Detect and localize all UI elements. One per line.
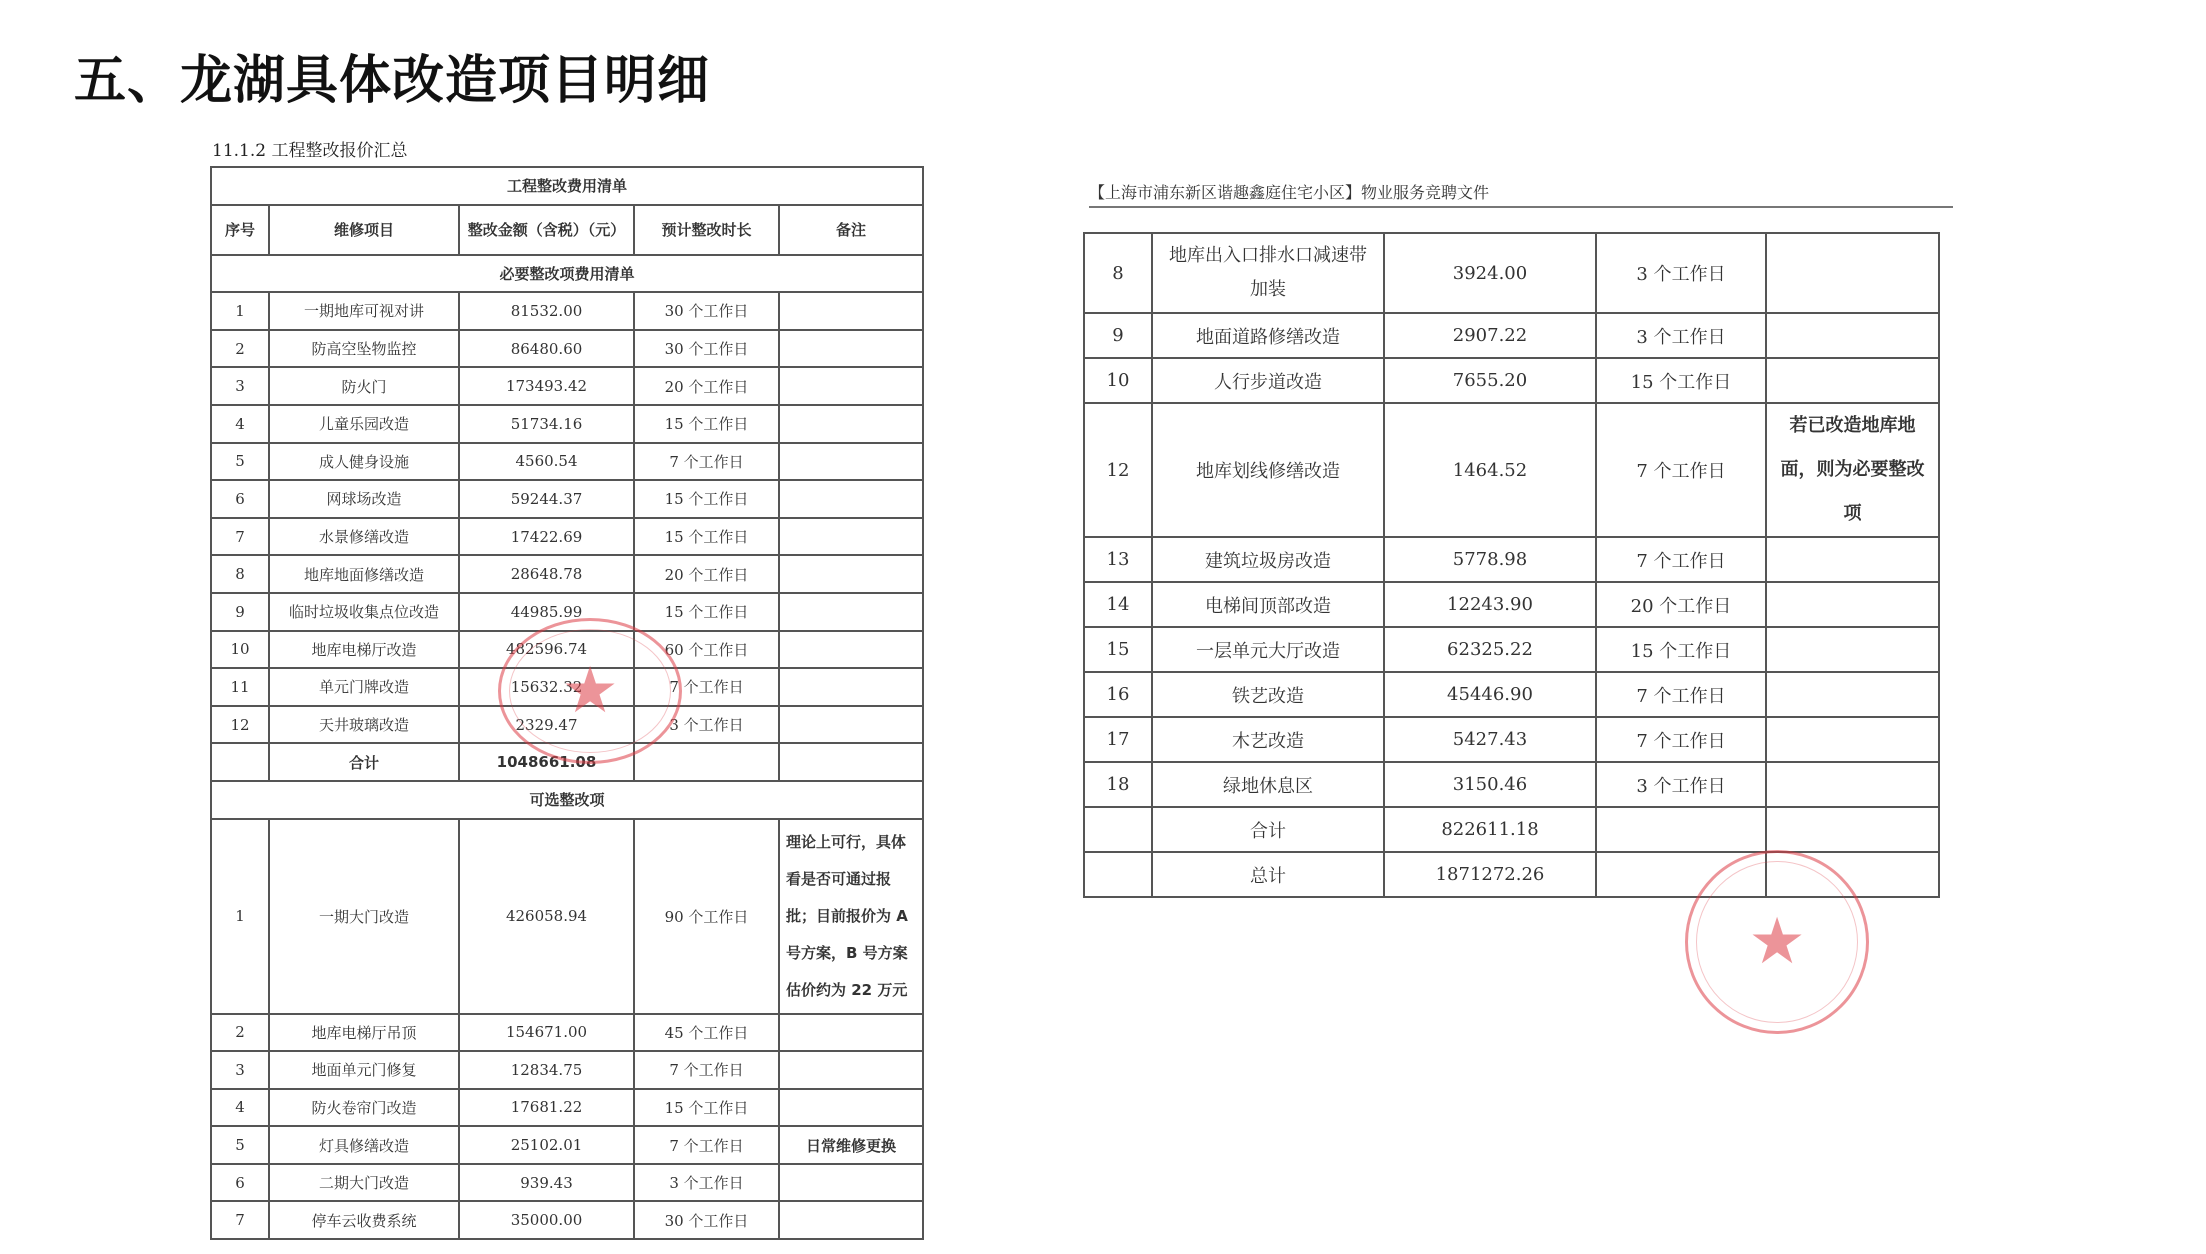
table-row: [211, 1014, 923, 1052]
row-note: [779, 668, 923, 706]
row-duration: 20 个工作日: [1596, 582, 1766, 627]
row-duration: 30 个工作日: [634, 292, 779, 330]
note-line: 号方案，B 号方案: [786, 943, 908, 962]
row-duration: 7 个工作日: [1596, 717, 1766, 762]
row-duration: 15 个工作日: [1596, 358, 1766, 403]
row-note: [1766, 403, 1939, 537]
row-item: 地库出入口排水口减速带加装: [1152, 233, 1384, 313]
column-header: 维修项目: [269, 205, 459, 255]
row-note: [779, 367, 923, 405]
row-item: 地库电梯厅改造: [269, 631, 459, 669]
row-duration: 20 个工作日: [634, 555, 779, 593]
row-item: 临时垃圾收集点位改造: [269, 593, 459, 631]
row-item: 一期大门改造: [269, 819, 459, 1014]
row-item: 木艺改造: [1152, 717, 1384, 762]
row-amount: 426058.94: [459, 819, 634, 1014]
row-no: 4: [211, 405, 269, 443]
row-note: [779, 518, 923, 556]
table-title: 工程整改费用清单: [211, 167, 923, 205]
row-amount: 59244.37: [459, 480, 634, 518]
row-note: [779, 631, 923, 669]
row-duration: 60 个工作日: [634, 631, 779, 669]
row-note: [779, 1051, 923, 1089]
note-line: 估价约为 22 万元: [786, 980, 908, 999]
left-caption: 11.1.2 工程整改报价汇总: [212, 141, 408, 161]
row-duration: 20 个工作日: [634, 367, 779, 405]
row-amount: 62325.22: [1384, 627, 1596, 672]
row-duration: 15 个工作日: [634, 480, 779, 518]
column-header: 序号: [211, 205, 269, 255]
left-document: [200, 130, 930, 1240]
row-duration: 7 个工作日: [634, 443, 779, 481]
row-no: 2: [211, 330, 269, 368]
table-row: [211, 330, 923, 368]
row-amount: 3150.46: [1384, 762, 1596, 807]
row-item: 地库划线修缮改造: [1152, 403, 1384, 537]
row-duration: 7 个工作日: [634, 1051, 779, 1089]
row-no: 5: [211, 1126, 269, 1164]
row-amount: 154671.00: [459, 1014, 634, 1052]
empty-cell: [1084, 807, 1152, 852]
row-duration: 30 个工作日: [634, 1201, 779, 1239]
row-no: 10: [211, 631, 269, 669]
row-note: [779, 706, 923, 744]
row-no: 17: [1084, 717, 1152, 762]
row-note: [779, 405, 923, 443]
row-note: [779, 819, 923, 1014]
row-item: 网球场改造: [269, 480, 459, 518]
row-no: 4: [211, 1089, 269, 1127]
table-row: [1084, 537, 1939, 582]
table-row: [211, 1164, 923, 1202]
row-note: [1766, 233, 1939, 313]
row-no: 3: [211, 1051, 269, 1089]
table-row: [211, 405, 923, 443]
row-item: 铁艺改造: [1152, 672, 1384, 717]
row-amount: 35000.00: [459, 1201, 634, 1239]
section-optional-label: 可选整改项: [211, 781, 923, 819]
row-no: 5: [211, 443, 269, 481]
row-no: 12: [211, 706, 269, 744]
table-row: [1084, 627, 1939, 672]
grand-total-value: 1871272.26: [1384, 852, 1596, 897]
subtotal-value: 822611.18: [1384, 807, 1596, 852]
empty-cell: [1766, 807, 1939, 852]
row-amount: 44985.99: [459, 593, 634, 631]
row-no: 14: [1084, 582, 1152, 627]
right-document: [1075, 170, 1955, 979]
row-item: 儿童乐园改造: [269, 405, 459, 443]
row-amount: 25102.01: [459, 1126, 634, 1164]
row-no: 1: [211, 292, 269, 330]
note-line: 理论上可行，具体: [786, 832, 907, 851]
row-note: [1766, 582, 1939, 627]
row-no: 10: [1084, 358, 1152, 403]
row-amount: 17422.69: [459, 518, 634, 556]
table-row: [211, 367, 923, 405]
row-note: [779, 555, 923, 593]
row-note: [1766, 672, 1939, 717]
empty-cell: [779, 743, 923, 781]
row-duration: 3 个工作日: [1596, 313, 1766, 358]
note-line: 看是否可通过报: [786, 869, 892, 888]
row-duration: 3 个工作日: [1596, 762, 1766, 807]
row-item: 水景修缮改造: [269, 518, 459, 556]
row-item: 成人健身设施: [269, 443, 459, 481]
table-row: [1084, 313, 1939, 358]
left-cost-table: [210, 166, 924, 1240]
right-cost-table: [1083, 232, 1940, 898]
row-item: 二期大门改造: [269, 1164, 459, 1202]
row-duration: 15 个工作日: [634, 518, 779, 556]
table-row: [211, 1126, 923, 1164]
row-item: 地面单元门修复: [269, 1051, 459, 1089]
row-duration: 3 个工作日: [634, 1164, 779, 1202]
row-no: 13: [1084, 537, 1152, 582]
table-row: [211, 480, 923, 518]
table-row: [211, 593, 923, 631]
star-icon: ★: [561, 654, 619, 728]
row-note: 日常维修更换: [779, 1126, 923, 1164]
row-duration: 15 个工作日: [1596, 627, 1766, 672]
empty-cell: [1084, 852, 1152, 897]
row-note: [779, 593, 923, 631]
row-no: 7: [211, 518, 269, 556]
row-no: 6: [211, 1164, 269, 1202]
table-row: [211, 292, 923, 330]
table-row: [1084, 358, 1939, 403]
row-amount: 86480.60: [459, 330, 634, 368]
row-no: 2: [211, 1014, 269, 1052]
empty-cell: [1596, 852, 1766, 897]
column-header: 整改金额（含税）（元）: [459, 205, 634, 255]
table-row: [1084, 403, 1939, 537]
row-no: 9: [211, 593, 269, 631]
row-no: 7: [211, 1201, 269, 1239]
table-row: [211, 555, 923, 593]
row-note: [779, 1164, 923, 1202]
row-duration: 7 个工作日: [1596, 403, 1766, 537]
row-note: [1766, 537, 1939, 582]
row-duration: 30 个工作日: [634, 330, 779, 368]
table-row: [211, 1051, 923, 1089]
row-duration: 15 个工作日: [634, 593, 779, 631]
row-note: [1766, 762, 1939, 807]
table-row: [1084, 717, 1939, 762]
row-amount: 5427.43: [1384, 717, 1596, 762]
row-no: 6: [211, 480, 269, 518]
table-header-row: [211, 205, 923, 255]
row-note: [1766, 627, 1939, 672]
table-row: [211, 518, 923, 556]
slide-title: 五、龙湖具体改造项目明细: [74, 51, 711, 111]
row-amount: 15632.32: [459, 668, 634, 706]
row-no: 18: [1084, 762, 1152, 807]
note-line: 批；目前报价为 A: [786, 906, 908, 925]
row-duration: 15 个工作日: [634, 1089, 779, 1127]
row-item: 电梯间顶部改造: [1152, 582, 1384, 627]
table-row: [211, 819, 923, 1014]
row-note: [1766, 313, 1939, 358]
row-duration: 7 个工作日: [1596, 537, 1766, 582]
row-amount: 12834.75: [459, 1051, 634, 1089]
row-item: 地库电梯厅吊顶: [269, 1014, 459, 1052]
row-note: [779, 1201, 923, 1239]
table-row: [211, 1089, 923, 1127]
row-item: 灯具修缮改造: [269, 1126, 459, 1164]
row-amount: 51734.16: [459, 405, 634, 443]
row-item: 单元门牌改造: [269, 668, 459, 706]
row-item: 人行步道改造: [1152, 358, 1384, 403]
row-duration: 45 个工作日: [634, 1014, 779, 1052]
row-amount: 173493.42: [459, 367, 634, 405]
row-amount: 7655.20: [1384, 358, 1596, 403]
row-amount: 45446.90: [1384, 672, 1596, 717]
row-amount: 939.43: [459, 1164, 634, 1202]
row-item: 停车云收费系统: [269, 1201, 459, 1239]
row-note: [779, 480, 923, 518]
table-row: [1084, 672, 1939, 717]
table-row: [211, 668, 923, 706]
table-row: [1084, 762, 1939, 807]
note-line: 项: [1843, 503, 1862, 524]
row-no: 15: [1084, 627, 1152, 672]
row-item: 绿地休息区: [1152, 762, 1384, 807]
row-no: 8: [1084, 233, 1152, 313]
row-no: 3: [211, 367, 269, 405]
row-amount: 3924.00: [1384, 233, 1596, 313]
table-row: [211, 1201, 923, 1239]
row-item: 建筑垃圾房改造: [1152, 537, 1384, 582]
row-duration: 7 个工作日: [634, 1126, 779, 1164]
row-no: 9: [1084, 313, 1152, 358]
table-row: [211, 706, 923, 744]
row-no: 16: [1084, 672, 1152, 717]
row-duration: 7 个工作日: [1596, 672, 1766, 717]
required-total-value: 1048661.08: [459, 743, 634, 781]
row-item: 防高空坠物监控: [269, 330, 459, 368]
empty-cell: [634, 743, 779, 781]
note-line: 若已改造地库地: [1789, 415, 1916, 436]
right-header: 【上海市浦东新区谐趣鑫庭住宅小区】物业服务竞聘文件: [1089, 183, 1490, 202]
column-header: 备注: [779, 205, 923, 255]
row-note: [779, 1089, 923, 1127]
row-no: 11: [211, 668, 269, 706]
empty-cell: [211, 743, 269, 781]
empty-cell: [1766, 852, 1939, 897]
row-item: 防火门: [269, 367, 459, 405]
row-item: 一期地库可视对讲: [269, 292, 459, 330]
row-note: [779, 330, 923, 368]
row-amount: 28648.78: [459, 555, 634, 593]
row-item: 天井玻璃改造: [269, 706, 459, 744]
table-row: [1084, 233, 1939, 313]
note-line: 面，则为必要整改: [1780, 459, 1925, 480]
row-duration: 3 个工作日: [634, 706, 779, 744]
row-amount: 1464.52: [1384, 403, 1596, 537]
row-note: [779, 443, 923, 481]
row-item: 地面道路修缮改造: [1152, 313, 1384, 358]
row-item: 一层单元大厅改造: [1152, 627, 1384, 672]
table-row: [1084, 582, 1939, 627]
row-item: 防火卷帘门改造: [269, 1089, 459, 1127]
header-divider: [1089, 206, 1953, 208]
row-no: 12: [1084, 403, 1152, 537]
row-amount: 482596.74: [459, 631, 634, 669]
row-no: 8: [211, 555, 269, 593]
table-row: [211, 631, 923, 669]
row-no: 1: [211, 819, 269, 1014]
row-duration: 90 个工作日: [634, 819, 779, 1014]
row-note: [779, 292, 923, 330]
row-duration: 3 个工作日: [1596, 233, 1766, 313]
row-amount: 4560.54: [459, 443, 634, 481]
row-item: 地库地面修缮改造: [269, 555, 459, 593]
required-total-label: 合计: [269, 743, 459, 781]
row-duration: 15 个工作日: [634, 405, 779, 443]
section-required-label: 必要整改项费用清单: [211, 255, 923, 293]
row-amount: 17681.22: [459, 1089, 634, 1127]
table-row: [211, 443, 923, 481]
row-amount: 81532.00: [459, 292, 634, 330]
row-amount: 12243.90: [1384, 582, 1596, 627]
row-note: [1766, 717, 1939, 762]
grand-total-label: 总计: [1152, 852, 1384, 897]
row-amount: 2329.47: [459, 706, 634, 744]
row-note: [779, 1014, 923, 1052]
empty-cell: [1596, 807, 1766, 852]
column-header: 预计整改时长: [634, 205, 779, 255]
row-note: [1766, 358, 1939, 403]
row-duration: 7 个工作日: [634, 668, 779, 706]
star-icon: ★: [1748, 905, 1806, 979]
row-amount: 2907.22: [1384, 313, 1596, 358]
row-amount: 5778.98: [1384, 537, 1596, 582]
subtotal-label: 合计: [1152, 807, 1384, 852]
